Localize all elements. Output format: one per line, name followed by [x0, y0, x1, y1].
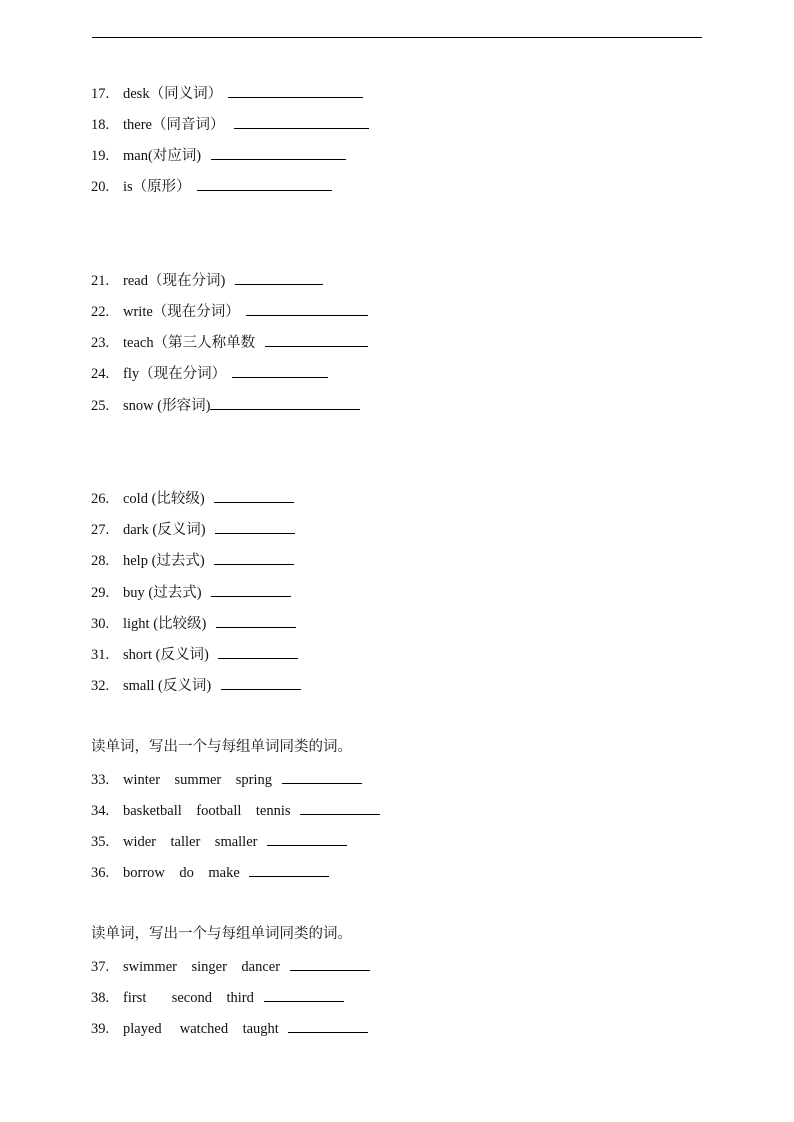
question-number: 28. [91, 553, 110, 569]
question-number: 32. [91, 678, 110, 694]
question-22 [91, 301, 368, 321]
question-number: 30. [91, 616, 110, 632]
question-number: 39. [91, 1021, 110, 1037]
question-prompt: is（原形） [123, 179, 191, 195]
answer-blank-26[interactable] [214, 488, 294, 503]
question-36 [91, 862, 329, 882]
question-number: 17. [91, 86, 110, 102]
question-prompt: snow (形容词) [123, 398, 211, 414]
question-prompt: there（同音词） [123, 117, 229, 133]
answer-blank-37[interactable] [290, 956, 370, 971]
question-number: 29. [91, 585, 110, 601]
question-prompt: buy (过去式) [123, 585, 206, 601]
question-number: 24. [91, 366, 110, 382]
question-31 [91, 644, 298, 664]
question-number: 31. [91, 647, 110, 663]
question-number: 38. [91, 990, 110, 1006]
question-33 [91, 769, 362, 789]
answer-blank-23[interactable] [265, 332, 368, 347]
question-prompt: help (过去式) [123, 553, 209, 569]
question-32 [91, 675, 301, 695]
question-number: 23. [91, 335, 110, 351]
question-number: 21. [91, 273, 110, 289]
question-prompt: short (反义词) [123, 647, 213, 663]
question-prompt: borrow do make [123, 865, 244, 881]
question-prompt: small (反义词) [123, 678, 215, 694]
question-prompt: fly（现在分词） [123, 366, 227, 382]
answer-blank-19[interactable] [211, 145, 346, 160]
question-prompt: swimmer singer dancer [123, 959, 284, 975]
question-prompt: man(对应词) [123, 148, 205, 164]
question-prompt: teach（第三人称单数 [123, 335, 259, 351]
question-19 [91, 145, 346, 165]
question-number: 36. [91, 865, 110, 881]
answer-blank-25[interactable] [210, 395, 360, 410]
question-number: 37. [91, 959, 110, 975]
question-20 [91, 176, 332, 196]
question-prompt: read（现在分词) [123, 273, 229, 289]
answer-blank-39[interactable] [288, 1018, 368, 1033]
question-27 [91, 519, 295, 539]
answer-blank-22[interactable] [246, 301, 368, 316]
question-number: 35. [91, 834, 110, 850]
question-prompt: first second third [123, 990, 258, 1006]
question-prompt: played watched taught [123, 1021, 283, 1037]
answer-blank-27[interactable] [215, 519, 295, 534]
question-prompt: write（现在分词） [123, 304, 240, 320]
question-26 [91, 488, 294, 508]
question-number: 34. [91, 803, 110, 819]
answer-blank-17[interactable] [228, 83, 363, 98]
question-prompt: desk（同义词） [123, 86, 223, 102]
question-17 [91, 83, 363, 103]
question-prompt: dark (反义词) [123, 522, 210, 538]
section-instruction: 读单词，写出一个与每组单词同类的词。 [91, 739, 352, 755]
question-34 [91, 800, 380, 820]
answer-blank-24[interactable] [232, 363, 328, 378]
answer-blank-38[interactable] [264, 987, 344, 1002]
question-38 [91, 987, 344, 1007]
question-prompt: light (比较级) [123, 616, 210, 632]
question-28 [91, 550, 294, 570]
answer-blank-30[interactable] [216, 613, 296, 628]
question-number: 20. [91, 179, 110, 195]
answer-blank-21[interactable] [235, 270, 323, 285]
question-number: 22. [91, 304, 110, 320]
answer-blank-28[interactable] [214, 550, 294, 565]
answer-blank-34[interactable] [300, 800, 380, 815]
answer-blank-33[interactable] [282, 769, 362, 784]
section-instruction: 读单词，写出一个与每组单词同类的词。 [91, 926, 352, 942]
question-29 [91, 582, 291, 602]
question-25 [91, 395, 360, 415]
question-prompt: winter summer spring [123, 772, 276, 788]
question-21 [91, 270, 323, 290]
question-prompt: basketball football tennis [123, 803, 295, 819]
question-number: 27. [91, 522, 110, 538]
question-18 [91, 114, 369, 134]
answer-blank-29[interactable] [211, 582, 291, 597]
question-number: 33. [91, 772, 110, 788]
answer-blank-18[interactable] [234, 114, 369, 129]
answer-blank-35[interactable] [267, 831, 347, 846]
question-35 [91, 831, 347, 851]
question-prompt: cold (比较级) [123, 491, 209, 507]
question-23 [91, 332, 368, 352]
header-rule [92, 37, 702, 38]
question-number: 26. [91, 491, 110, 507]
answer-blank-31[interactable] [218, 644, 298, 659]
answer-blank-32[interactable] [221, 675, 301, 690]
question-number: 19. [91, 148, 110, 164]
question-number: 25. [91, 398, 110, 414]
question-30 [91, 613, 296, 633]
answer-blank-36[interactable] [249, 862, 329, 877]
answer-blank-20[interactable] [197, 176, 332, 191]
question-24 [91, 363, 328, 383]
question-39 [91, 1018, 368, 1038]
question-37 [91, 956, 370, 976]
question-number: 18. [91, 117, 110, 133]
question-prompt: wider taller smaller [123, 834, 262, 850]
